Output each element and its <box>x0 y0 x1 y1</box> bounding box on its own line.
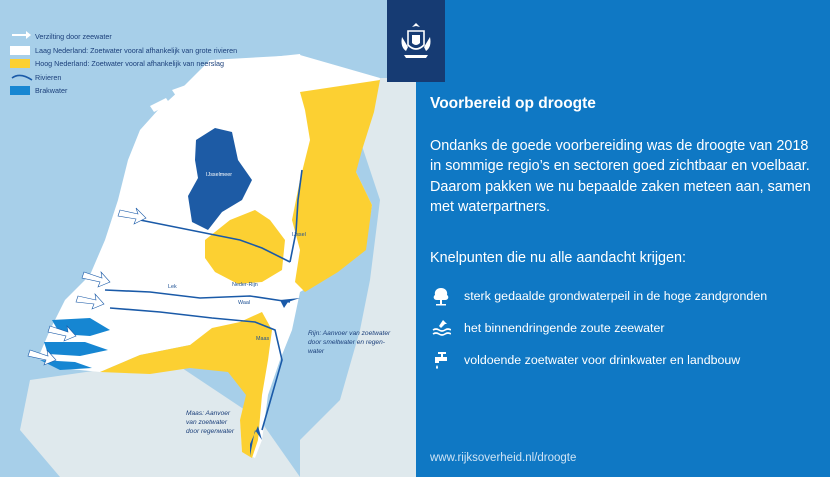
info-panel <box>416 0 830 477</box>
point-label: sterk gedaalde grondwaterpeil in de hoge zandgronden <box>464 289 768 303</box>
legend-label: Verzilting door zeewater <box>35 32 112 42</box>
page-title: Voorbereid op droogte <box>430 95 596 112</box>
tree-icon <box>430 285 452 307</box>
label-maas: Maas <box>256 336 270 342</box>
point-label: het binnendringende zoute zeewater <box>464 321 665 335</box>
legend-item <box>10 57 237 71</box>
intro-text: Ondanks de goede voorbereiding was de droogte van 2018 in sommige regio’s en sectoren goed zichtbaar en voelbaar. Daarom pakken we nu bepaalde zaken meteen aan, samen met waterpartners. <box>430 138 811 216</box>
label-lek: Lek <box>168 284 177 290</box>
legend-item <box>10 30 237 44</box>
legend-item <box>10 44 237 58</box>
legend-label: Brakwater <box>35 86 68 96</box>
label-neder-rijn: Neder-Rijn <box>232 282 258 288</box>
maas-note: Maas: Aanvoer van zoetwater door regenwater <box>186 410 235 435</box>
legend-item <box>10 84 237 98</box>
crest-icon <box>398 21 434 61</box>
rijn-note: Rijn: Aanvoer van zoetwater door smeltwater en regen- water <box>308 330 391 355</box>
map-legend <box>10 30 237 98</box>
points-heading: Knelpunten die nu alle aandacht krijgen: <box>430 250 687 266</box>
legend-label: Hoog Nederland: Zoetwater vooral afhankelijk van neerslag <box>35 59 224 69</box>
legend-item <box>10 71 237 85</box>
legend-swatch <box>10 86 30 95</box>
label-ijsselmeer: IJsselmeer <box>206 172 233 178</box>
website-link[interactable]: www.rijksoverheid.nl/droogte <box>430 452 577 464</box>
label-ijssel: IJssel <box>292 232 306 238</box>
label-waal: Waal <box>238 300 251 306</box>
legend-label: Laag Nederland: Zoetwater vooral afhankelijk van grote rivieren <box>35 45 238 55</box>
legend-swatch <box>10 46 30 55</box>
legend-label: Rivieren <box>35 72 62 82</box>
points-list <box>430 280 767 376</box>
point-label: voldoende zoetwater voor drinkwater en landbouw <box>464 353 741 367</box>
list-item <box>430 344 767 376</box>
tap-icon <box>430 349 452 371</box>
legend-swatch <box>10 32 30 41</box>
list-item <box>430 280 767 312</box>
rijksoverheid-logo <box>387 0 445 82</box>
list-item <box>430 312 767 344</box>
legend-swatch <box>10 59 30 68</box>
waves-icon <box>430 317 452 339</box>
legend-swatch <box>10 73 30 82</box>
